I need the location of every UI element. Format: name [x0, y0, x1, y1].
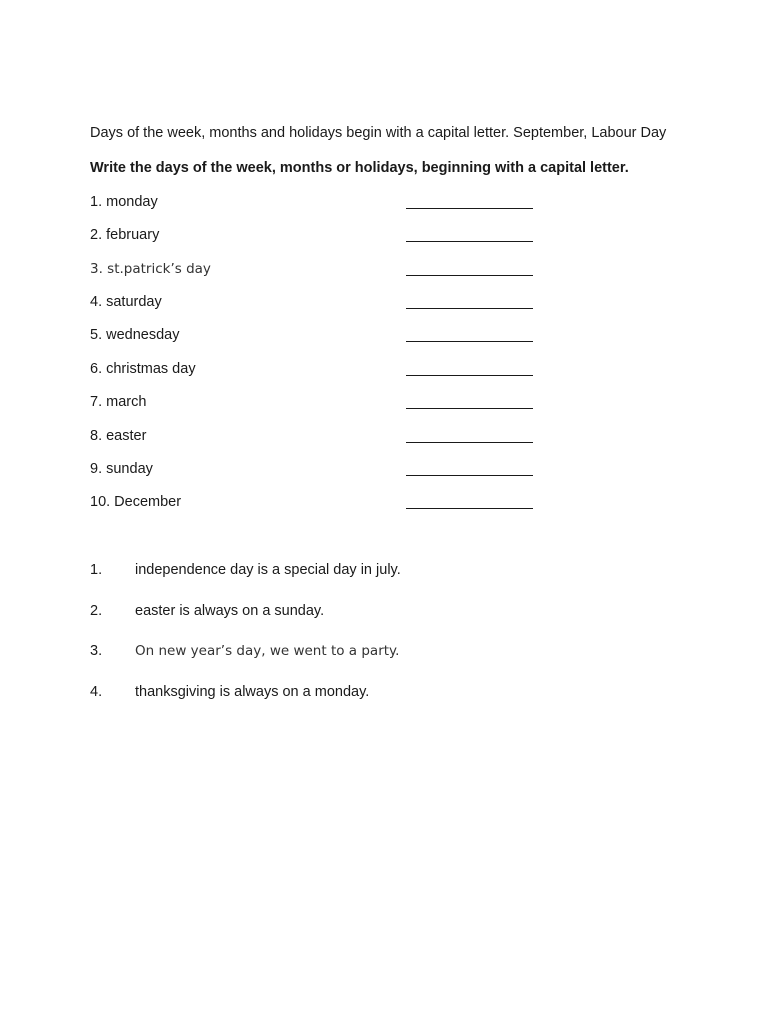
word-item	[90, 361, 540, 381]
answer-blank[interactable]	[406, 442, 533, 443]
sentence-item	[90, 562, 690, 582]
sentence-item	[90, 643, 690, 663]
answer-blank[interactable]	[406, 408, 533, 409]
word-item	[90, 227, 540, 247]
sentence-text: independence day is a special day in july.	[135, 562, 401, 578]
sentence-number: 4.	[90, 684, 103, 700]
word-item	[90, 261, 540, 281]
word-label: 3. st.patrick’s day	[90, 261, 211, 277]
sentence-number: 3.	[90, 643, 103, 659]
word-item	[90, 461, 540, 481]
answer-blank[interactable]	[406, 375, 533, 376]
word-item	[90, 294, 540, 314]
sentence-text: thanksgiving is always on a monday.	[135, 684, 370, 700]
word-item	[90, 394, 540, 414]
word-label: 6. christmas day	[90, 361, 196, 377]
word-label: 2. february	[90, 227, 160, 243]
sentence-item	[90, 603, 690, 623]
instruction-text: Write the days of the week, months or holidays, beginning with a capital letter.	[90, 160, 629, 176]
answer-blank[interactable]	[406, 341, 533, 342]
word-item	[90, 327, 540, 347]
answer-blank[interactable]	[406, 475, 533, 476]
word-label: 9. sunday	[90, 461, 153, 477]
word-label: 10. December	[90, 494, 182, 510]
sentence-text: easter is always on a sunday.	[135, 603, 325, 619]
word-item	[90, 194, 540, 214]
word-item	[90, 494, 540, 514]
sentence-number: 1.	[90, 562, 103, 578]
sentence-item	[90, 684, 690, 704]
word-label: 5. wednesday	[90, 327, 180, 343]
answer-blank[interactable]	[406, 508, 533, 509]
answer-blank[interactable]	[406, 275, 533, 276]
answer-blank[interactable]	[406, 308, 533, 309]
word-label: 8. easter	[90, 428, 147, 444]
word-item	[90, 428, 540, 448]
sentence-number: 2.	[90, 603, 103, 619]
word-label: 7. march	[90, 394, 147, 410]
sentence-text: On new year’s day, we went to a party.	[135, 643, 400, 659]
word-label: 1. monday	[90, 194, 158, 210]
intro-text: Days of the week, months and holidays begin with a capital letter. September, Labour Day	[90, 125, 667, 141]
answer-blank[interactable]	[406, 208, 533, 209]
word-label: 4. saturday	[90, 294, 162, 310]
answer-blank[interactable]	[406, 241, 533, 242]
